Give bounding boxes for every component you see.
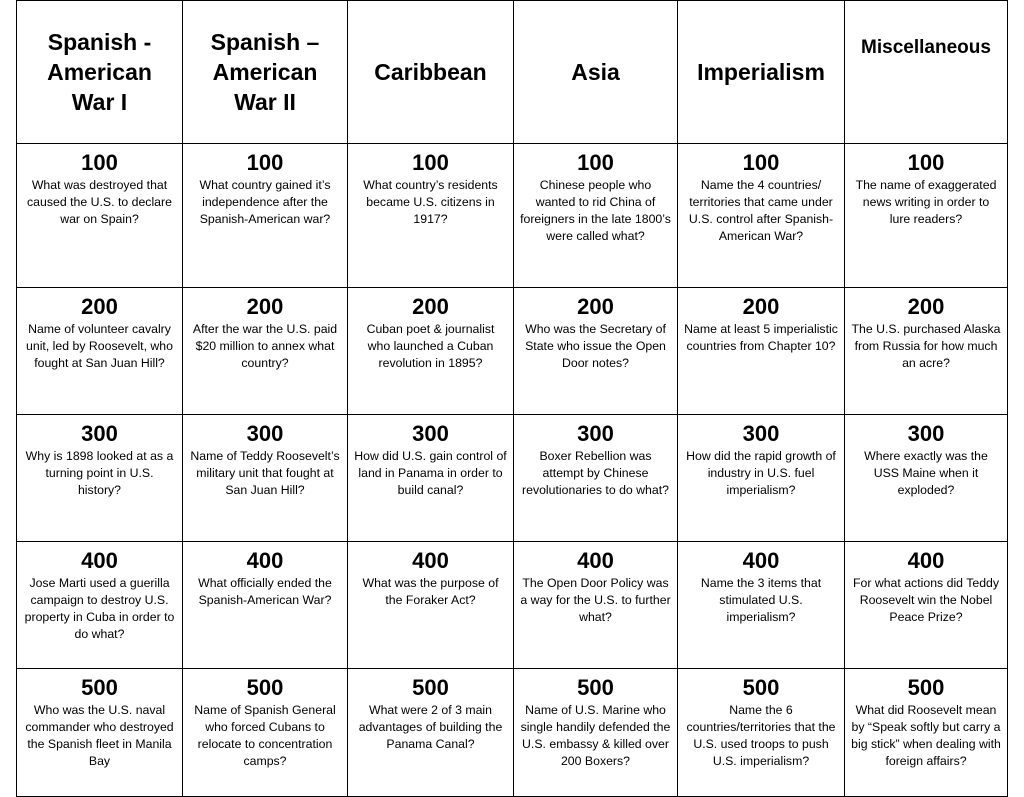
question-text: For what actions did Teddy Roosevelt win the Nobel Peace Prize?	[852, 576, 1000, 624]
question-text: Name of U.S. Marine who single handily defended the U.S. embassy & killed over 200 Boxers?	[520, 703, 671, 768]
question-cell[interactable]	[514, 144, 678, 288]
question-cell[interactable]	[678, 415, 845, 542]
question-text: Chinese people who wanted to rid China of foreigners in the late 1800’s were called what?	[520, 178, 671, 243]
question-text: After the war the U.S. paid $20 million to annex what country?	[192, 322, 338, 370]
question-text: Name the 6 countries/territories that the U.S. used troops to push U.S. imperialism?	[686, 703, 836, 768]
question-text: Who was the Secretary of State who issue the Open Door notes?	[525, 322, 666, 370]
category-header-miscellaneous[interactable]: Miscellaneous	[845, 1, 1008, 144]
question-cell[interactable]	[348, 415, 514, 542]
point-value: 300	[742, 421, 780, 446]
question-cell[interactable]	[17, 415, 183, 542]
question-text: What country’s residents became U.S. citizens in 1917?	[363, 178, 498, 226]
point-value: 200	[412, 294, 449, 319]
question-cell[interactable]	[845, 144, 1008, 288]
question-cell[interactable]	[845, 415, 1008, 542]
question-cell[interactable]	[845, 288, 1008, 415]
point-value: 500	[577, 675, 614, 700]
point-value: 100	[742, 150, 780, 175]
points-row-500	[17, 669, 1008, 797]
point-value: 400	[742, 548, 780, 573]
point-value: 200	[246, 294, 284, 319]
question-text: What officially ended the Spanish-American War?	[198, 576, 332, 607]
category-header-row	[17, 1, 1008, 144]
question-text: Where exactly was the USS Maine when it exploded?	[864, 449, 988, 497]
question-text: How did the rapid growth of industry in U.S. fuel imperialism?	[686, 449, 836, 497]
point-value: 500	[246, 675, 284, 700]
question-cell[interactable]	[348, 542, 514, 669]
point-value: 100	[246, 150, 284, 175]
question-cell[interactable]	[17, 542, 183, 669]
question-cell[interactable]	[17, 144, 183, 288]
question-text: Name of Teddy Roosevelt’s military unit that fought at San Juan Hill?	[190, 449, 340, 497]
question-text: What country gained it’s independence after the Spanish-American war?	[199, 178, 331, 226]
point-value: 300	[246, 421, 284, 446]
question-cell[interactable]	[183, 288, 348, 415]
question-cell[interactable]	[348, 669, 514, 797]
question-cell[interactable]	[845, 669, 1008, 797]
point-value: 400	[246, 548, 284, 573]
question-cell[interactable]	[514, 542, 678, 669]
question-text: Name at least 5 imperialistic countries from Chapter 10?	[684, 322, 838, 353]
category-header-caribbean[interactable]: Caribbean	[348, 1, 514, 144]
point-value: 400	[81, 548, 118, 573]
jeopardy-board	[16, 0, 1008, 797]
points-row-300	[17, 415, 1008, 542]
point-value: 400	[412, 548, 449, 573]
question-text: Cuban poet & journalist who launched a Cuban revolution in 1895?	[366, 322, 495, 370]
points-row-100	[17, 144, 1008, 288]
point-value: 200	[577, 294, 614, 319]
question-cell[interactable]	[678, 542, 845, 669]
question-text: Who was the U.S. naval commander who destroyed the Spanish fleet in Manila Bay	[25, 703, 174, 768]
question-cell[interactable]	[183, 144, 348, 288]
question-cell[interactable]	[514, 415, 678, 542]
point-value: 500	[412, 675, 449, 700]
point-value: 100	[577, 150, 614, 175]
points-row-400	[17, 542, 1008, 669]
point-value: 200	[742, 294, 780, 319]
question-text: The U.S. purchased Alaska from Russia for how much an acre?	[851, 322, 1001, 370]
point-value: 500	[81, 675, 118, 700]
question-cell[interactable]	[514, 288, 678, 415]
question-cell[interactable]	[183, 542, 348, 669]
point-value: 300	[412, 421, 449, 446]
question-text: Name the 3 items that stimulated U.S. imperialism?	[700, 576, 822, 624]
point-value: 500	[742, 675, 780, 700]
point-value: 200	[81, 294, 118, 319]
point-value: 300	[907, 421, 945, 446]
question-text: Boxer Rebellion was attempt by Chinese revolutionaries to do what?	[522, 449, 669, 497]
points-row-200	[17, 288, 1008, 415]
category-header-imperialism[interactable]: Imperialism	[678, 1, 845, 144]
point-value: 300	[81, 421, 118, 446]
question-text: Name of Spanish General who forced Cubans to relocate to concentration camps?	[194, 703, 336, 768]
question-text: What was destroyed that caused the U.S. to declare war on Spain?	[27, 178, 172, 226]
point-value: 500	[907, 675, 945, 700]
question-cell[interactable]	[845, 542, 1008, 669]
question-cell[interactable]	[17, 288, 183, 415]
point-value: 200	[907, 294, 945, 319]
category-header-spanish-american-war-1[interactable]: Spanish - American War I	[17, 1, 183, 144]
question-text: The Open Door Policy was a way for the U.S. to further what?	[520, 576, 671, 624]
question-cell[interactable]	[678, 144, 845, 288]
question-text: How did U.S. gain control of land in Panama in order to build canal?	[354, 449, 507, 497]
question-cell[interactable]	[678, 288, 845, 415]
question-cell[interactable]	[678, 669, 845, 797]
category-header-spanish-american-war-2[interactable]: Spanish – American War II	[183, 1, 348, 144]
question-text: Why is 1898 looked at as a turning point in U.S. history?	[25, 449, 174, 497]
question-cell[interactable]	[183, 669, 348, 797]
question-text: What were 2 of 3 main advantages of building the Panama Canal?	[358, 703, 503, 751]
question-text: What did Roosevelt mean by “Speak softly but carry a big stick” when dealing with foreign affairs?	[851, 703, 1001, 768]
question-text: Jose Marti used a guerilla campaign to destroy U.S. property in Cuba in order to do what?	[24, 576, 175, 641]
question-text: Name of volunteer cavalry unit, led by Roosevelt, who fought at San Juan Hill?	[26, 322, 173, 370]
question-text: What was the purpose of the Foraker Act?	[362, 576, 499, 607]
category-header-asia[interactable]: Asia	[514, 1, 678, 144]
question-cell[interactable]	[348, 288, 514, 415]
point-value: 300	[577, 421, 614, 446]
question-cell[interactable]	[514, 669, 678, 797]
point-value: 100	[907, 150, 945, 175]
question-cell[interactable]	[183, 415, 348, 542]
point-value: 100	[81, 150, 118, 175]
point-value: 400	[907, 548, 945, 573]
question-cell[interactable]	[348, 144, 514, 288]
question-cell[interactable]	[17, 669, 183, 797]
point-value: 100	[412, 150, 449, 175]
point-value: 400	[577, 548, 614, 573]
question-text: The name of exaggerated news writing in order to lure readers?	[855, 178, 997, 226]
question-text: Name the 4 countries/ territories that came under U.S. control after Spanish-American War?	[688, 178, 834, 243]
